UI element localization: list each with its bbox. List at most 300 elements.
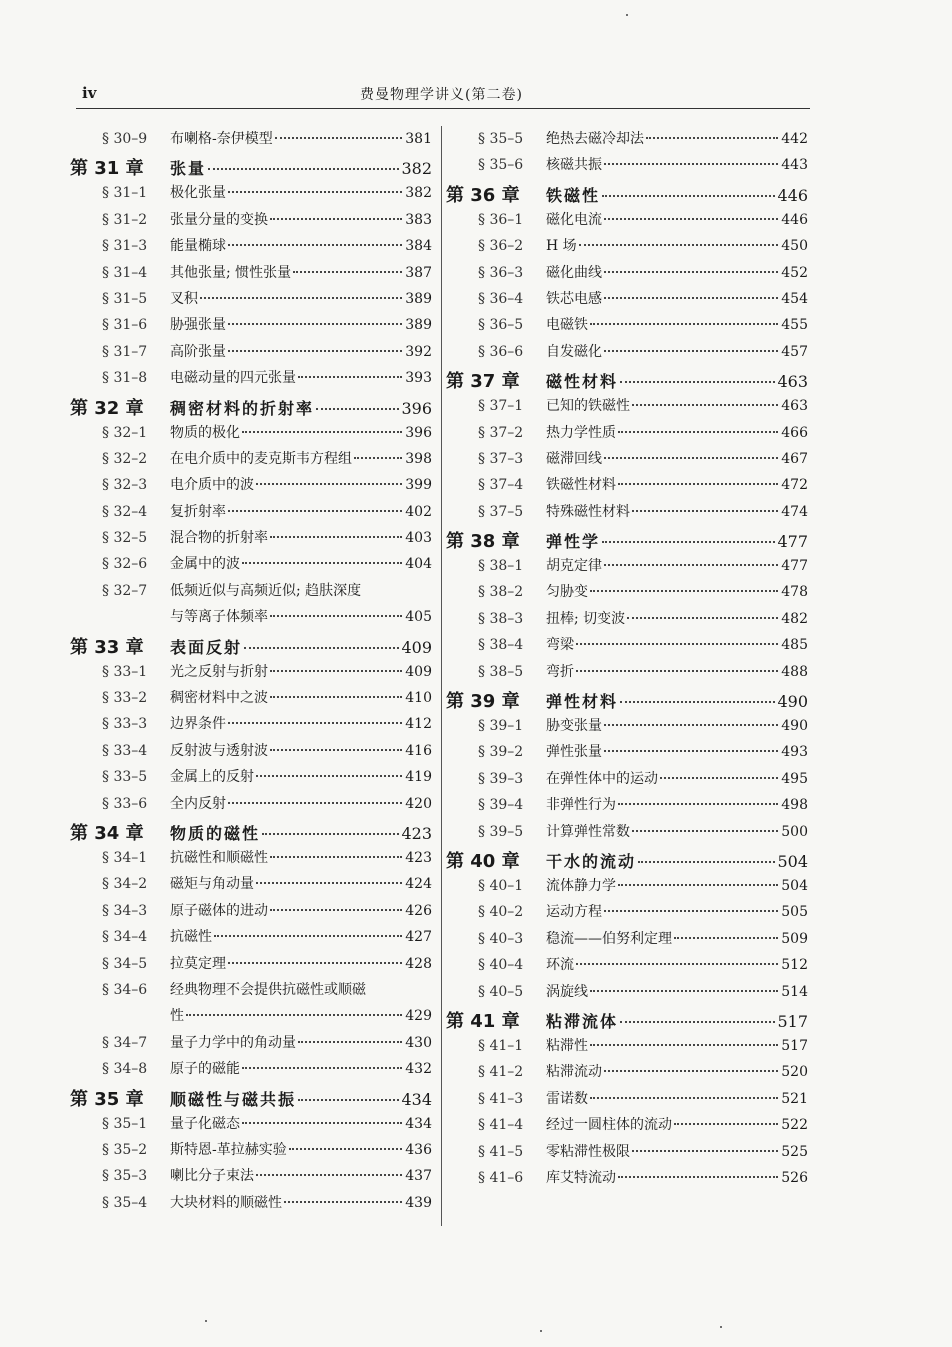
- page-ref: 428: [405, 955, 432, 972]
- chapter-number: 第 33 章: [70, 636, 144, 658]
- section-title: 极化张量: [170, 185, 226, 202]
- section-number: § 36–1: [478, 211, 524, 228]
- section-number: § 36–6: [478, 343, 524, 360]
- section-number: § 32–2: [102, 450, 148, 467]
- section-title: 胁强张量: [170, 317, 226, 334]
- page-ref: 477: [781, 558, 808, 575]
- header-rule: [76, 108, 810, 109]
- section-number: § 32–4: [102, 503, 148, 520]
- section-number: § 37–4: [478, 477, 524, 494]
- toc-entry-section: [70, 1139, 432, 1165]
- toc-entry-section: [70, 900, 432, 926]
- toc-entry-section: [446, 901, 808, 927]
- dot-leader: [646, 137, 778, 139]
- toc-entry-section: [70, 1058, 432, 1084]
- dot-leader: [228, 191, 402, 193]
- page-ref: 493: [781, 744, 808, 761]
- dot-leader: [674, 1123, 778, 1125]
- toc-entry-section: [70, 740, 432, 766]
- dot-leader: [298, 1099, 399, 1101]
- page-ref: 409: [401, 637, 432, 657]
- dot-leader: [256, 775, 402, 777]
- page-ref: 500: [781, 823, 808, 840]
- dot-leader: [228, 244, 402, 246]
- section-number: § 37–3: [478, 450, 524, 467]
- dot-leader: [242, 1067, 402, 1069]
- section-number: § 36–3: [478, 264, 524, 281]
- page-ref: 396: [401, 398, 432, 418]
- dot-leader: [298, 376, 402, 378]
- page-ref: 474: [781, 503, 808, 520]
- dot-leader: [256, 882, 402, 884]
- chapter-number: 第 31 章: [70, 158, 144, 180]
- toc-entry-section: [446, 608, 808, 634]
- toc-entry-section: [446, 1088, 808, 1114]
- page-ref: 450: [781, 238, 808, 255]
- toc-entry-section: [70, 474, 432, 500]
- toc-entry-section: [70, 448, 432, 474]
- dot-leader: [604, 910, 778, 912]
- section-number: § 40–1: [478, 877, 524, 894]
- dot-leader: [674, 937, 778, 939]
- dot-leader: [604, 1070, 778, 1072]
- toc-entry-section: [70, 527, 432, 553]
- page-ref: 517: [781, 1037, 808, 1054]
- section-title: 热力学性质: [546, 424, 616, 441]
- section-title: 金属中的波: [170, 556, 240, 573]
- toc-entry-section: [70, 873, 432, 899]
- dot-leader: [604, 724, 778, 726]
- chapter-number: 第 41 章: [446, 1010, 520, 1032]
- section-title: 拉莫定理: [170, 955, 226, 972]
- section-number: § 32–5: [102, 530, 148, 547]
- section-title: 粘滞性: [546, 1037, 588, 1054]
- section-title: 磁化曲线: [546, 264, 602, 281]
- section-title: 流体静力学: [546, 877, 616, 894]
- page-ref: 495: [781, 770, 808, 787]
- page-ref: 477: [777, 532, 808, 552]
- dot-leader: [604, 297, 778, 299]
- dot-leader: [620, 1021, 775, 1023]
- page-ref: 482: [781, 610, 808, 627]
- page-ref: 392: [405, 343, 432, 360]
- section-title-continued: 与等离子体频率: [170, 609, 268, 626]
- dot-leader: [618, 803, 778, 805]
- page-ref: 384: [405, 238, 432, 255]
- toc-entry-section: [70, 422, 432, 448]
- page-ref: 505: [781, 904, 808, 921]
- toc-entry-section: [70, 288, 432, 314]
- section-title: 经典物理不会提供抗磁性或顺磁: [170, 981, 366, 998]
- chapter-title: 张量: [170, 159, 207, 179]
- dot-leader: [284, 1201, 402, 1203]
- section-title: 大块材料的顺磁性: [170, 1194, 282, 1211]
- section-title: 能量椭球: [170, 238, 226, 255]
- toc-entry-section: [446, 395, 808, 421]
- page-ref: 427: [405, 929, 432, 946]
- section-number: § 31–3: [102, 238, 148, 255]
- dot-leader: [604, 271, 778, 273]
- section-number: § 39–5: [478, 823, 524, 840]
- section-number: § 41–6: [478, 1169, 524, 1186]
- toc-entry-section: [446, 314, 808, 340]
- section-title: 其他张量; 惯性张量: [170, 264, 292, 281]
- page-ref: 522: [781, 1117, 808, 1134]
- section-title: 计算弹性常数: [546, 823, 630, 840]
- section-title: 原子的磁能: [170, 1061, 240, 1078]
- dot-leader: [256, 1174, 402, 1176]
- toc-entry-section: [446, 661, 808, 687]
- chapter-number: 第 38 章: [446, 531, 520, 553]
- toc-entry-section: [446, 209, 808, 235]
- chapter-title: 顺磁性与磁共振: [170, 1089, 297, 1109]
- dot-leader: [632, 1150, 778, 1152]
- toc-entry-section: [446, 1114, 808, 1140]
- section-title: 在弹性体中的运动: [546, 770, 658, 787]
- dot-leader: [576, 963, 778, 965]
- dot-leader: [242, 431, 402, 433]
- section-title: 雷诺数: [546, 1090, 588, 1107]
- section-title: 环流: [546, 957, 574, 974]
- page-ref: 409: [405, 663, 432, 680]
- chapter-title: 弹性材料: [546, 692, 619, 712]
- section-number: § 36–5: [478, 317, 524, 334]
- section-number: § 39–4: [478, 797, 524, 814]
- toc-entry-section: [446, 768, 808, 794]
- page-ref: 455: [781, 317, 808, 334]
- toc-entry-section: [70, 341, 432, 367]
- section-title: 胡克定律: [546, 558, 602, 575]
- page-number: iv: [82, 84, 97, 102]
- section-number: § 32–3: [102, 477, 148, 494]
- dot-leader: [590, 1044, 778, 1046]
- toc-entry-chapter: [446, 367, 808, 395]
- section-number: § 34–6: [102, 981, 148, 998]
- toc-entry-section: [70, 553, 432, 579]
- section-title: 非弹性行为: [546, 797, 616, 814]
- page-ref: 381: [405, 131, 432, 147]
- page-ref: 454: [781, 290, 808, 307]
- page-ref: 382: [401, 159, 432, 179]
- section-number: § 33–1: [102, 663, 148, 680]
- section-number: § 35–3: [102, 1168, 148, 1185]
- page-ref: 396: [405, 424, 432, 441]
- page-ref: 472: [781, 477, 808, 494]
- page-ref: 457: [781, 343, 808, 360]
- page-ref: 393: [405, 370, 432, 387]
- chapter-number: 第 35 章: [70, 1088, 144, 1110]
- page-ref: 514: [781, 983, 808, 1000]
- toc-entry-section: [70, 262, 432, 288]
- section-number: § 33–4: [102, 742, 148, 759]
- toc-entry-section: [446, 1035, 808, 1061]
- toc-entry-section: [446, 262, 808, 288]
- page-ref: 419: [405, 769, 432, 786]
- section-number: § 35–4: [102, 1194, 148, 1211]
- toc-entry-section: [70, 367, 432, 393]
- dot-leader: [316, 408, 399, 410]
- toc-entry-section: [446, 634, 808, 660]
- toc-entry-section: [446, 875, 808, 901]
- page-ref: 429: [405, 1008, 432, 1025]
- toc-entry-section: [446, 821, 808, 847]
- page-ref: 410: [405, 690, 432, 707]
- toc-entry-section: [70, 209, 432, 235]
- page-ref: 434: [405, 1115, 432, 1132]
- toc-entry-section: [446, 741, 808, 767]
- section-title: 电磁动量的四元张量: [170, 370, 296, 387]
- section-number: § 39–1: [478, 718, 524, 735]
- page-ref: 434: [401, 1089, 432, 1109]
- toc-entry-section: [70, 501, 432, 527]
- running-title: 费曼物理学讲义(第二卷): [360, 87, 523, 103]
- page-ref: 463: [777, 372, 808, 392]
- section-number: § 41–2: [478, 1064, 524, 1081]
- section-number: § 34–8: [102, 1061, 148, 1078]
- toc-entry-section: [446, 715, 808, 741]
- dot-leader: [244, 647, 399, 649]
- toc-entry-section: [70, 979, 432, 1005]
- section-number: § 32–6: [102, 556, 148, 573]
- section-title: 弯折: [546, 663, 574, 680]
- section-number: § 41–1: [478, 1037, 524, 1054]
- toc-entry-chapter: [70, 633, 432, 661]
- page-ref: 398: [405, 450, 432, 467]
- section-title: 反射波与透射波: [170, 742, 268, 759]
- page-ref: 437: [405, 1168, 432, 1185]
- toc-entry-chapter: [446, 527, 808, 555]
- page-ref: 446: [781, 211, 808, 228]
- page-ref: 512: [781, 957, 808, 974]
- section-number: § 34–7: [102, 1034, 148, 1051]
- section-title: 原子磁体的进动: [170, 902, 268, 919]
- dot-leader: [270, 615, 402, 617]
- chapter-title: 稠密材料的折射率: [170, 398, 315, 418]
- page-ref: 509: [781, 930, 808, 947]
- section-number: § 31–5: [102, 290, 148, 307]
- dot-leader: [200, 297, 402, 299]
- toc-entry-section: [446, 474, 808, 500]
- page-ref: 430: [405, 1034, 432, 1051]
- dot-leader: [293, 271, 402, 273]
- section-title: 抗磁性: [170, 929, 212, 946]
- section-title: 边界条件: [170, 716, 226, 733]
- toc-entry-section: [446, 581, 808, 607]
- page-ref: 432: [405, 1061, 432, 1078]
- toc-entry-section-continued: [70, 606, 432, 632]
- dot-leader: [604, 163, 778, 165]
- dot-leader: [632, 510, 778, 512]
- dot-leader: [228, 510, 402, 512]
- section-title: 弹性张量: [546, 744, 602, 761]
- page-ref: 389: [405, 317, 432, 334]
- toc-entry-chapter: [70, 154, 432, 182]
- dot-leader: [228, 350, 402, 352]
- page-ref: 389: [405, 290, 432, 307]
- dot-leader: [242, 562, 402, 564]
- dot-leader: [270, 670, 402, 672]
- page-ref: 490: [781, 718, 808, 735]
- toc-entry-section: [70, 182, 432, 208]
- page-ref: 463: [781, 398, 808, 415]
- toc-entry-section: [70, 1113, 432, 1139]
- section-number: § 35–1: [102, 1115, 148, 1132]
- toc-entry-section: [70, 713, 432, 739]
- section-number: § 31–8: [102, 370, 148, 387]
- toc-entry-section: [70, 580, 432, 606]
- dot-leader: [604, 564, 778, 566]
- page-ref: 426: [405, 902, 432, 919]
- toc-entry-section: [446, 1167, 808, 1193]
- scan-speck: [540, 1330, 542, 1332]
- dot-leader: [576, 643, 778, 645]
- section-number: § 37–2: [478, 424, 524, 441]
- section-number: § 40–4: [478, 957, 524, 974]
- dot-leader: [228, 962, 402, 964]
- dot-leader: [604, 750, 778, 752]
- toc-entry-section: [70, 314, 432, 340]
- dot-leader: [632, 830, 778, 832]
- dot-leader: [262, 833, 399, 835]
- toc-entry-section: [70, 661, 432, 687]
- section-number: § 37–5: [478, 503, 524, 520]
- chapter-number: 第 39 章: [446, 691, 520, 713]
- page-ref: 424: [405, 876, 432, 893]
- section-title: 零粘滞性极限: [546, 1143, 630, 1160]
- toc-entry-section: [70, 1165, 432, 1191]
- toc-entry-chapter: [70, 1085, 432, 1113]
- section-title: 稳流——伯努利定理: [546, 930, 672, 947]
- dot-leader: [256, 483, 402, 485]
- dot-leader: [590, 590, 778, 592]
- section-number: § 38–4: [478, 637, 524, 654]
- toc-entry-section: [446, 448, 808, 474]
- page-ref: 387: [405, 264, 432, 281]
- section-number: § 31–6: [102, 317, 148, 334]
- dot-leader: [660, 777, 778, 779]
- page-ref: 412: [405, 716, 432, 733]
- section-title: 库艾特流动: [546, 1169, 616, 1186]
- toc-entry-section: [446, 794, 808, 820]
- section-title: 抗磁性和顺磁性: [170, 849, 268, 866]
- page-ref: 478: [781, 584, 808, 601]
- section-number: § 40–2: [478, 904, 524, 921]
- section-title: 光之反射与折射: [170, 663, 268, 680]
- toc-entry-section: [446, 1061, 808, 1087]
- section-title: 扭棒; 切变波: [546, 610, 626, 627]
- section-title: 核磁共振: [546, 157, 602, 174]
- section-title: 量子化磁态: [170, 1115, 240, 1132]
- dot-leader: [270, 909, 402, 911]
- chapter-number: 第 40 章: [446, 850, 520, 872]
- section-number: § 41–5: [478, 1143, 524, 1160]
- dot-leader: [604, 350, 778, 352]
- chapter-title: 干水的流动: [546, 851, 637, 871]
- section-title: 金属上的反射: [170, 769, 254, 786]
- section-number: § 36–2: [478, 238, 524, 255]
- dot-leader: [604, 218, 778, 220]
- section-title: 布喇格-奈伊模型: [170, 131, 273, 147]
- toc-entry-section-continued: [70, 1005, 432, 1031]
- page-ref: 446: [777, 185, 808, 205]
- toc-entry-section: [446, 1141, 808, 1167]
- page-ref: 399: [405, 477, 432, 494]
- toc-entry-section: [446, 128, 808, 154]
- section-number: § 31–1: [102, 185, 148, 202]
- page-ref: 423: [401, 823, 432, 843]
- toc-entry-section: [446, 422, 808, 448]
- section-number: § 39–3: [478, 770, 524, 787]
- dot-leader: [602, 195, 775, 197]
- section-title: 磁矩与角动量: [170, 876, 254, 893]
- page-ref: 382: [405, 185, 432, 202]
- chapter-number: 第 37 章: [446, 371, 520, 393]
- dot-leader: [270, 856, 402, 858]
- section-title: 量子力学中的角动量: [170, 1034, 296, 1051]
- dot-leader: [275, 137, 402, 139]
- section-title: 斯特恩-革拉赫实验: [170, 1141, 287, 1158]
- section-title: 喇比分子束法: [170, 1168, 254, 1185]
- page-ref: 405: [405, 609, 432, 626]
- section-title: 绝热去磁冷却法: [546, 131, 644, 147]
- toc-entry-section: [446, 928, 808, 954]
- section-title: 在电介质中的麦克斯韦方程组: [170, 450, 352, 467]
- section-title: 铁芯电感: [546, 290, 602, 307]
- page-ref: 525: [781, 1143, 808, 1160]
- toc-entry-section: [70, 1032, 432, 1058]
- section-title: 电磁铁: [546, 317, 588, 334]
- section-title: 叉积: [170, 290, 198, 307]
- toc-entry-section: [70, 793, 432, 819]
- page-ref: 442: [781, 131, 808, 147]
- section-title: 磁化电流: [546, 211, 602, 228]
- section-title: 复折射率: [170, 503, 226, 520]
- page-ref: 490: [777, 692, 808, 712]
- section-number: § 32–7: [102, 582, 148, 599]
- section-title: 涡旋线: [546, 983, 588, 1000]
- chapter-number: 第 34 章: [70, 822, 144, 844]
- toc-entry-chapter: [70, 394, 432, 422]
- page-ref: 498: [781, 797, 808, 814]
- dot-leader: [270, 536, 402, 538]
- section-number: § 38–5: [478, 663, 524, 680]
- page-ref: 504: [777, 851, 808, 871]
- section-title: 运动方程: [546, 904, 602, 921]
- dot-leader: [590, 990, 778, 992]
- section-title: 磁滞回线: [546, 450, 602, 467]
- dot-leader: [627, 617, 778, 619]
- section-title: 经过一圆柱体的流动: [546, 1117, 672, 1134]
- page-ref: 416: [405, 742, 432, 759]
- section-title: 低频近似与高频近似; 趋肤深度: [170, 582, 362, 599]
- section-number: § 32–1: [102, 424, 148, 441]
- page-ref: 466: [781, 424, 808, 441]
- page-ref: 423: [405, 849, 432, 866]
- section-number: § 30–9: [102, 131, 148, 147]
- chapter-title: 磁性材料: [546, 372, 619, 392]
- section-title: 混合物的折射率: [170, 530, 268, 547]
- page-ref: 526: [781, 1169, 808, 1186]
- section-title: 铁磁性材料: [546, 477, 616, 494]
- toc-entry-chapter: [446, 1007, 808, 1035]
- section-number: § 34–2: [102, 876, 148, 893]
- chapter-title: 弹性学: [546, 532, 601, 552]
- toc-entry-section: [446, 981, 808, 1007]
- chapter-title: 物质的磁性: [170, 823, 261, 843]
- page-ref: 436: [405, 1141, 432, 1158]
- dot-leader: [354, 457, 402, 459]
- dot-leader: [590, 323, 778, 325]
